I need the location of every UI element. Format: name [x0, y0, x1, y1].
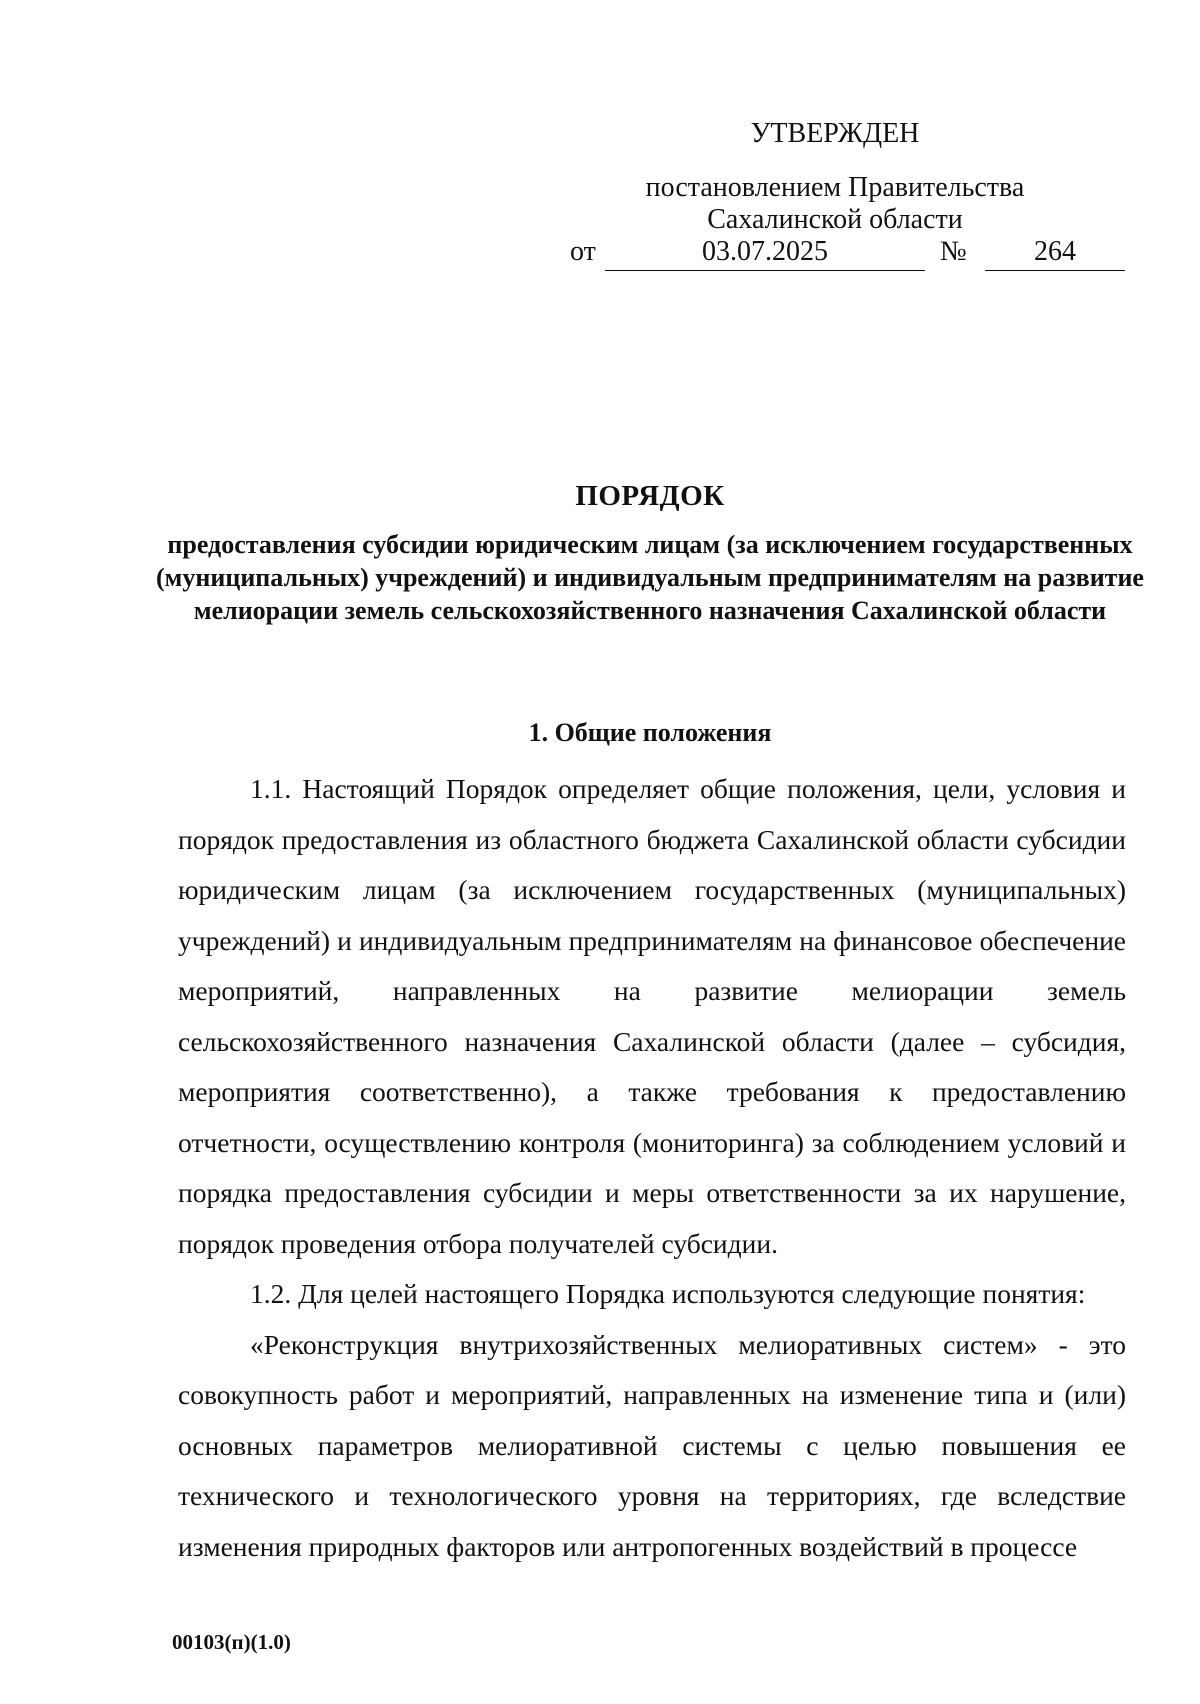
paragraph: 1.2. Для целей настоящего Порядка используются следующие понятия:: [250, 1278, 1086, 1309]
section-heading: 1. Общие положения: [528, 718, 772, 747]
paragraph: «Реконструкция внутрихозяйственных мелиоративных систем» - это совокупность работ и мероприятий, направленных на изменение типа и (или) основных параметров мелиоративной системы с целью повышения ее технического и технологического уровня на территориях, где вследствие изменения природных факторов или антропогенных воздействий в процессе: [178, 1328, 1126, 1562]
document-subtitle: предоставления субсидии юридическим лицам (за исключением государственных (муниципальных) учреждений) и индивидуальным предпринимателям на развитие мелиорации земель сельскохозяйственного назначения Сахалинской области: [156, 530, 1144, 625]
paragraph: 1.1. Настоящий Порядок определяет общие положения, цели, условия и порядок предоставления из областного бюджета Сахалинской области субсидии юридическим лицам (за исключением государственных (муниципальных) учреждений) и индивидуальным предпринимателям на финансовое обеспечение мероприятий, направленных на развитие мелиорации земель сельскохозяйственного назначения Сахалинской области (далее – субсидия, мероприятия соответственно), а также требования к предоставлению отчетности, осуществлению контроля (мониторинга) за соблюдением условий и порядка предоставления субсидии и меры ответственности за их нарушение, порядок проведения отбора получателей субсидии.: [178, 773, 1126, 1259]
approval-title: УТВЕРЖДЕН: [750, 118, 920, 149]
number-label: №: [940, 236, 967, 267]
approval-line-1: постановлением Правительства: [645, 172, 1025, 203]
approval-number: 264: [985, 236, 1125, 271]
approval-line-2: Сахалинской области: [707, 204, 963, 235]
footer-code: 00103(п)(1.0): [172, 1630, 291, 1654]
date-label: от: [570, 236, 596, 267]
approval-date-line: [570, 236, 1130, 276]
approval-date: 03.07.2025: [605, 236, 925, 271]
body-text: [178, 764, 1126, 1572]
document-title: ПОРЯДОК: [575, 480, 725, 512]
